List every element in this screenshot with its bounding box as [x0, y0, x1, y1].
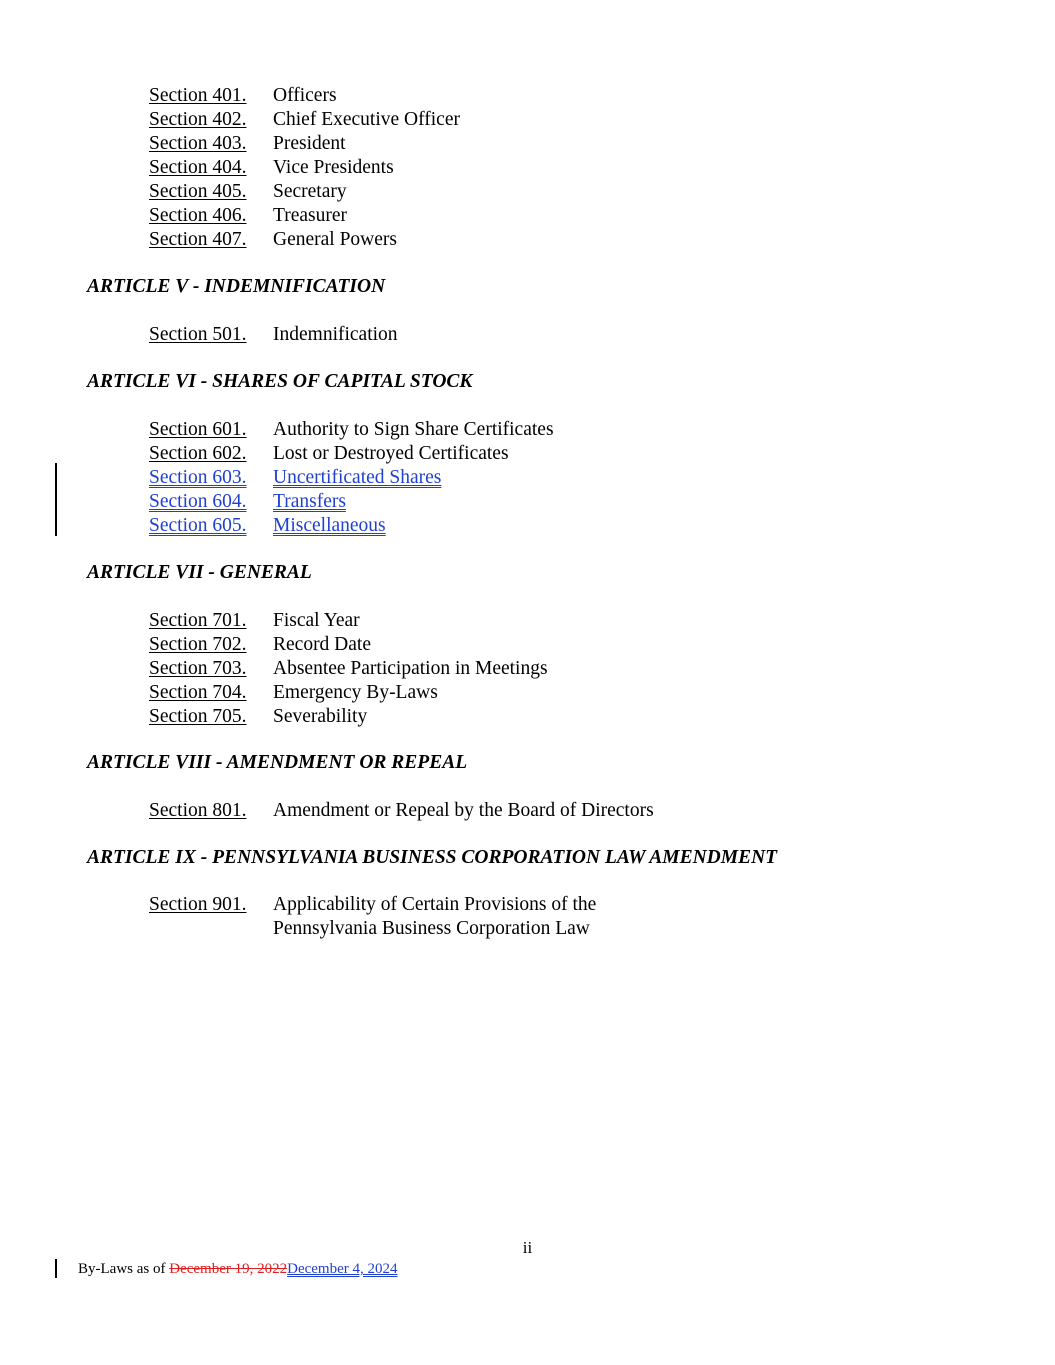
article-v-heading: ARTICLE V - INDEMNIFICATION — [87, 276, 386, 297]
section-title: Officers — [273, 85, 337, 106]
section-title: Miscellaneous — [273, 515, 386, 536]
footer-deleted-date: December 19, 2022 — [169, 1261, 288, 1277]
section-number: Section 704. — [149, 682, 247, 703]
section-title: Secretary — [273, 181, 347, 202]
footer-inserted-date: December 4, 2024 — [287, 1261, 398, 1277]
revision-change-bar — [55, 463, 57, 536]
footer — [78, 1259, 398, 1279]
article-ix-heading: ARTICLE IX - PENNSYLVANIA BUSINESS CORPORATION LAW AMENDMENT — [87, 847, 778, 868]
section-title: Chief Executive Officer — [273, 109, 460, 130]
section-number: Section 605. — [149, 515, 247, 536]
section-title: Treasurer — [273, 205, 348, 226]
section-title: Vice Presidents — [273, 157, 394, 178]
section-number: Section 701. — [149, 610, 247, 631]
section-title: Applicability of Certain Provisions of the — [273, 894, 597, 915]
article-viii-heading: ARTICLE VIII - AMENDMENT OR REPEAL — [87, 752, 468, 773]
section-number: Section 403. — [149, 133, 247, 154]
section-number: Section 801. — [149, 800, 247, 821]
section-title-continuation: Pennsylvania Business Corporation Law — [273, 918, 590, 939]
section-title: Severability — [273, 706, 368, 727]
section-title: Authority to Sign Share Certificates — [273, 419, 554, 440]
page-number: ii — [522, 1238, 533, 1257]
section-number: Section 406. — [149, 205, 247, 226]
section-title: Transfers — [273, 491, 346, 512]
section-title: General Powers — [273, 229, 397, 250]
section-title: Amendment or Repeal by the Board of Directors — [273, 800, 654, 821]
section-number: Section 603. — [149, 467, 247, 488]
footer-prefix: By-Laws as of — [78, 1261, 170, 1277]
section-number: Section 407. — [149, 229, 247, 250]
section-number: Section 705. — [149, 706, 247, 727]
section-number: Section 602. — [149, 443, 247, 464]
section-number: Section 405. — [149, 181, 247, 202]
section-number: Section 703. — [149, 658, 247, 679]
section-number: Section 401. — [149, 85, 247, 106]
section-title: Absentee Participation in Meetings — [273, 658, 548, 679]
section-number: Section 604. — [149, 491, 247, 512]
section-title: Emergency By-Laws — [273, 682, 438, 703]
section-title: President — [273, 133, 346, 154]
section-number: Section 501. — [149, 324, 247, 345]
section-number: Section 901. — [149, 894, 247, 915]
section-title: Indemnification — [273, 324, 398, 345]
section-title: Uncertificated Shares — [273, 467, 442, 488]
section-number: Section 601. — [149, 419, 247, 440]
section-number: Section 402. — [149, 109, 247, 130]
article-vii-heading: ARTICLE VII - GENERAL — [87, 562, 312, 583]
section-number: Section 404. — [149, 157, 247, 178]
section-title: Fiscal Year — [273, 610, 360, 631]
article-vi-heading: ARTICLE VI - SHARES OF CAPITAL STOCK — [87, 371, 473, 392]
section-number: Section 702. — [149, 634, 247, 655]
section-title: Record Date — [273, 634, 371, 655]
footer-change-bar — [55, 1259, 57, 1278]
section-title: Lost or Destroyed Certificates — [273, 443, 509, 464]
